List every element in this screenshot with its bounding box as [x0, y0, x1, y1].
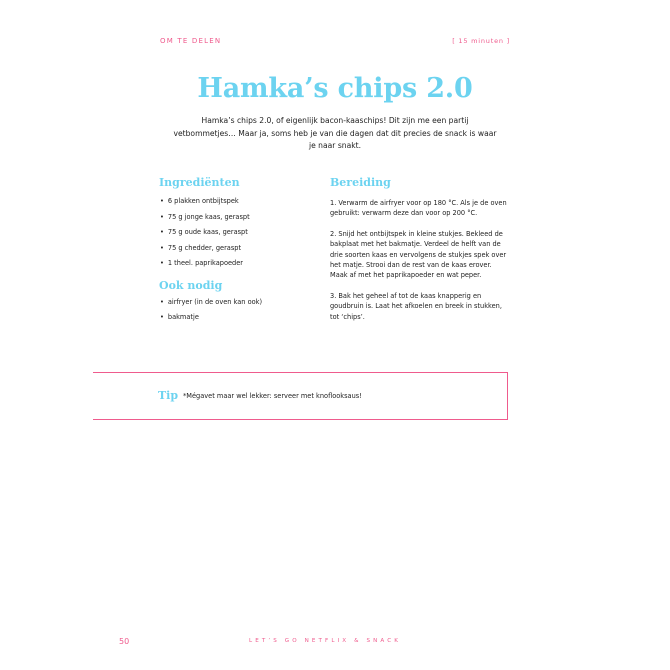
page-number: 50	[119, 637, 130, 646]
list-item: • bakmatje	[160, 313, 262, 328]
recipe-title: Hamka’s chips 2.0	[197, 73, 473, 104]
list-item: • 75 g jonge kaas, geraspt	[160, 213, 250, 229]
steps-list	[330, 198, 510, 332]
list-item: • 6 plakken ontbijtspek	[160, 197, 250, 213]
list-item: • 1 theel. paprikapoeder	[160, 259, 250, 275]
steps-heading: Bereiding	[330, 176, 391, 189]
needs-heading: Ook nodig	[159, 279, 223, 292]
book-title-footer: LET’S GO NETFLIX & SNACK	[249, 638, 401, 644]
ingredients-heading: Ingrediënten	[159, 176, 240, 189]
list-item: • 75 g chedder, geraspt	[160, 244, 250, 260]
section-label: OM TE DELEN	[160, 37, 222, 45]
step-item: 3. Bak het geheel af tot de kaas knapperig en goudbruin is. Laat het afkoelen en breek in stukken, tot ‘chips’.	[330, 292, 502, 321]
needs-list	[160, 298, 262, 328]
duration-label: [ 15 minuten ]	[452, 37, 510, 45]
list-item: • 75 g oude kaas, geraspt	[160, 228, 250, 244]
ingredients-list	[160, 197, 250, 275]
tip-text: *Mégavet maar wel lekker: serveer met knoflooksaus!	[183, 392, 362, 400]
step-item: 1. Verwarm de airfryer voor op 180 °C. Als je de oven gebruikt: verwarm deze dan voor op 200 °C.	[330, 199, 507, 218]
list-item: • airfryer (in de oven kan ook)	[160, 298, 262, 313]
step-item: 2. Snijd het ontbijtspek in kleine stukjes. Bekleed de bakplaat met het bakmatje. Verdeel de helft van de drie soorten kaas en vervolgens de stukjes spek over het matje. Strooi dan de rest van de kaas erover. Maak af met het paprikapoeder en wat peper.	[330, 230, 507, 280]
recipe-intro: Hamka’s chips 2.0, of eigenlijk bacon-kaaschips! Dit zijn me een partij vetbommetjes… Maar ja, soms heb je van die dagen dat dit precies de snack is waar je naar snakt.	[173, 116, 497, 150]
tip-label: Tip	[158, 389, 179, 402]
